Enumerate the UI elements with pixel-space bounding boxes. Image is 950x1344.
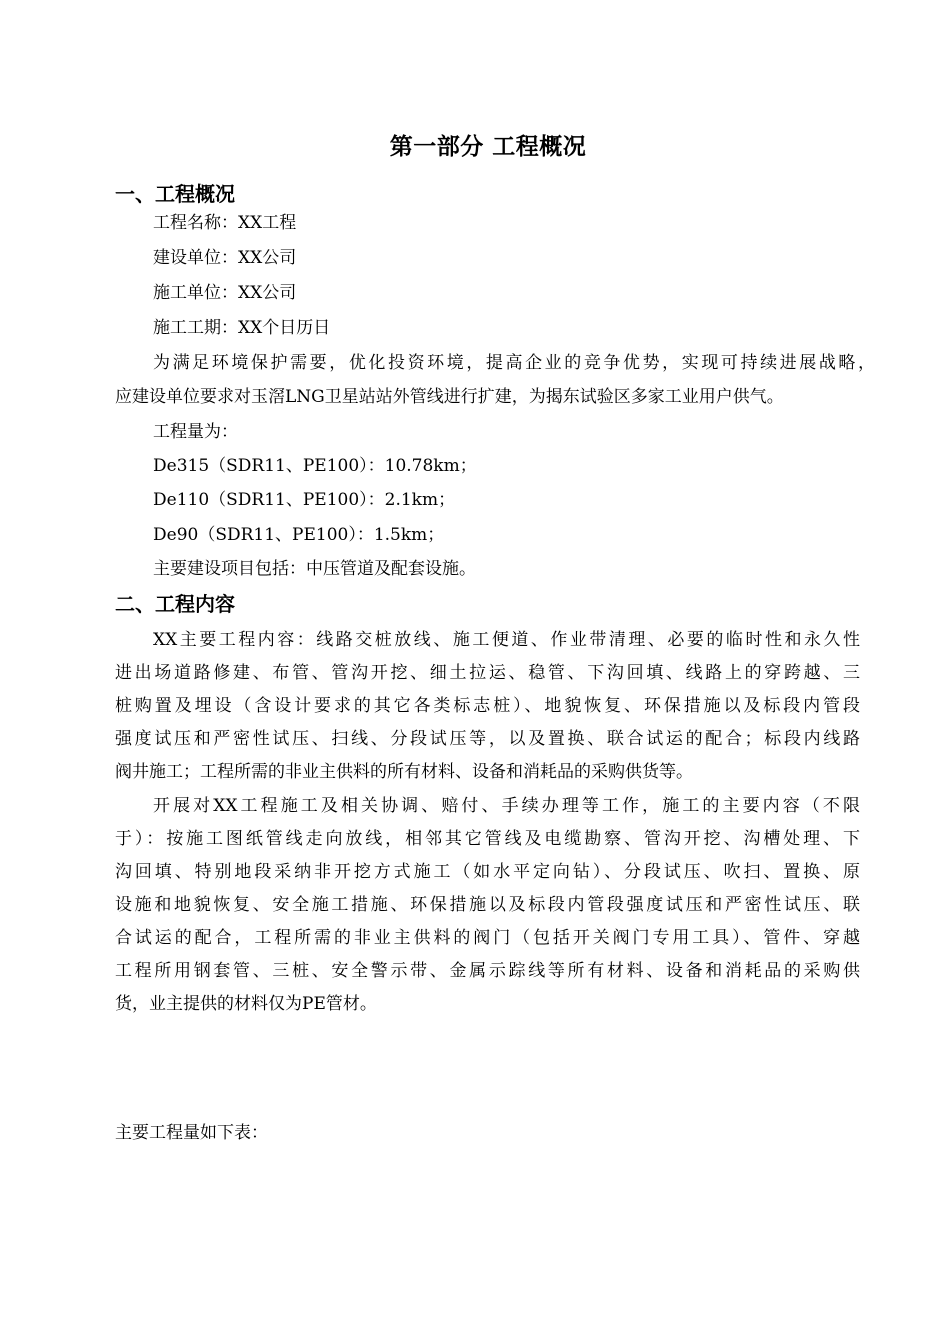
intro-paragraph-line: 应建设单位要求对玉滘LNG卫星站站外管线进行扩建，为揭东试验区多家工业用户供气。 bbox=[115, 387, 784, 407]
table-intro-line: 主要工程量如下表： bbox=[115, 1123, 268, 1143]
content-paragraph-line: XX主要工程内容：线路交桩放线、施工便道、作业带清理、必要的临时性和永久性 bbox=[153, 630, 860, 650]
quantity-label: 工程量为： bbox=[153, 422, 238, 442]
quantity-line-de90: De90（SDR11、PE100）：1.5km； bbox=[153, 525, 445, 545]
duration-line: 施工工期：XX个日历日 bbox=[153, 318, 331, 338]
scope-paragraph-line: 工程所用钢套管、三桩、安全警示带、金属示踪线等所有材料、设备和消耗品的采购供 bbox=[115, 961, 860, 981]
content-paragraph-line: 强度试压和严密性试压、扫线、分段试压等，以及置换、联合试运的配合；标段内线路 bbox=[115, 729, 860, 749]
main-items-line: 主要建设项目包括：中压管道及配套设施。 bbox=[153, 559, 476, 579]
scope-paragraph-line: 沟回填、特别地段采纳非开挖方式施工（如水平定向钻）、分段试压、吹扫、置换、原 bbox=[115, 862, 860, 882]
contractor-line: 施工单位：XX公司 bbox=[153, 283, 297, 303]
section-heading-overview: 一、工程概况 bbox=[115, 182, 235, 206]
content-paragraph-line: 桩购置及埋设（含设计要求的其它各类标志桩）、地貌恢复、环保措施以及标段内管段 bbox=[115, 696, 860, 716]
section-heading-content: 二、工程内容 bbox=[115, 592, 235, 616]
content-paragraph-line: 阀井施工；工程所需的非业主供料的所有材料、设备和消耗品的采购供货等。 bbox=[115, 762, 693, 782]
quantity-line-de315: De315（SDR11、PE100）：10.78km； bbox=[153, 456, 477, 476]
scope-paragraph-line: 货，业主提供的材料仅为PE管材。 bbox=[115, 994, 377, 1014]
quantity-line-de110: De110（SDR11、PE100）：2.1km； bbox=[153, 490, 456, 510]
scope-paragraph-line: 于）：按施工图纸管线走向放线，相邻其它管线及电缆勘察、管沟开挖、沟槽处理、下 bbox=[115, 829, 860, 849]
intro-paragraph-line: 为满足环境保护需要，优化投资环境，提高企业的竞争优势，实现可持续进展战略， bbox=[153, 353, 875, 373]
content-paragraph-line: 进出场道路修建、布管、管沟开挖、细土拉运、稳管、下沟回填、线路上的穿跨越、三 bbox=[115, 663, 860, 683]
owner-line: 建设单位：XX公司 bbox=[153, 248, 297, 268]
page-title: 第一部分 工程概况 bbox=[389, 133, 587, 160]
scope-paragraph-line: 合试运的配合，工程所需的非业主供料的阀门（包括开关阀门专用工具）、管件、穿越 bbox=[115, 928, 860, 948]
project-name-line: 工程名称：XX工程 bbox=[153, 213, 297, 233]
scope-paragraph-line: 开展对XX工程施工及相关协调、赔付、手续办理等工作，施工的主要内容（不限 bbox=[153, 796, 860, 816]
scope-paragraph-line: 设施和地貌恢复、安全施工措施、环保措施以及标段内管段强度试压和严密性试压、联 bbox=[115, 895, 860, 915]
